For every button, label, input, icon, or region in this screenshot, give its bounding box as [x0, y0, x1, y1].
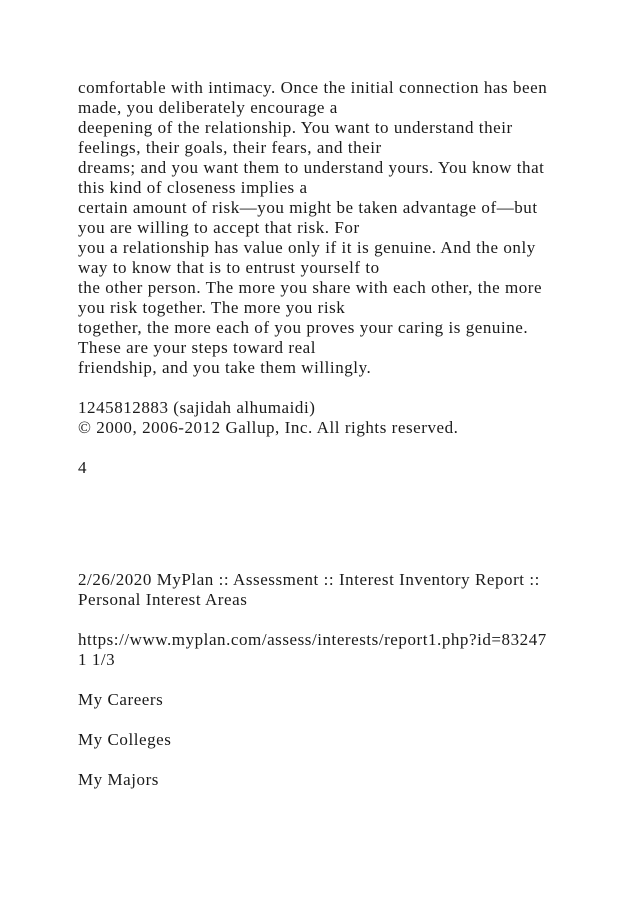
- report-id-line: 1245812883 (sajidah alhumaidi): [78, 398, 316, 417]
- nav-link-my-careers[interactable]: My Careers: [78, 690, 164, 709]
- paragraph-line: feelings, their goals, their fears, and their: [78, 138, 382, 157]
- print-page-count: 1 1/3: [78, 650, 116, 669]
- nav-link-my-colleges[interactable]: My Colleges: [78, 730, 172, 749]
- paragraph-line: dreams; and you want them to understand yours. You know that: [78, 158, 545, 177]
- paragraph-line: These are your steps toward real: [78, 338, 317, 357]
- paragraph-line: deepening of the relationship. You want to understand their: [78, 118, 513, 137]
- nav-link-my-majors[interactable]: My Majors: [78, 770, 159, 789]
- print-header-line: Personal Interest Areas: [78, 590, 248, 609]
- page-number: 4: [78, 458, 88, 477]
- paragraph-line: you risk together. The more you risk: [78, 298, 346, 317]
- paragraph-line: this kind of closeness implies a: [78, 178, 308, 197]
- print-url[interactable]: https://www.myplan.com/assess/interests/report1.php?id=83247: [78, 630, 547, 649]
- paragraph-line: certain amount of risk—you might be taken advantage of—but: [78, 198, 538, 217]
- paragraph-line: friendship, and you take them willingly.: [78, 358, 372, 377]
- paragraph-line: made, you deliberately encourage a: [78, 98, 338, 117]
- paragraph-line: you are willing to accept that risk. For: [78, 218, 360, 237]
- paragraph-line: you a relationship has value only if it is genuine. And the only: [78, 238, 536, 257]
- print-header-line: 2/26/2020 MyPlan :: Assessment :: Interest Inventory Report ::: [78, 570, 540, 589]
- paragraph-line: the other person. The more you share with each other, the more: [78, 278, 543, 297]
- paragraph-line: together, the more each of you proves your caring is genuine.: [78, 318, 529, 337]
- paragraph-line: way to know that is to entrust yourself to: [78, 258, 380, 277]
- paragraph-line: comfortable with intimacy. Once the initial connection has been: [78, 78, 548, 97]
- copyright-line: © 2000, 2006-2012 Gallup, Inc. All rights reserved.: [78, 418, 459, 437]
